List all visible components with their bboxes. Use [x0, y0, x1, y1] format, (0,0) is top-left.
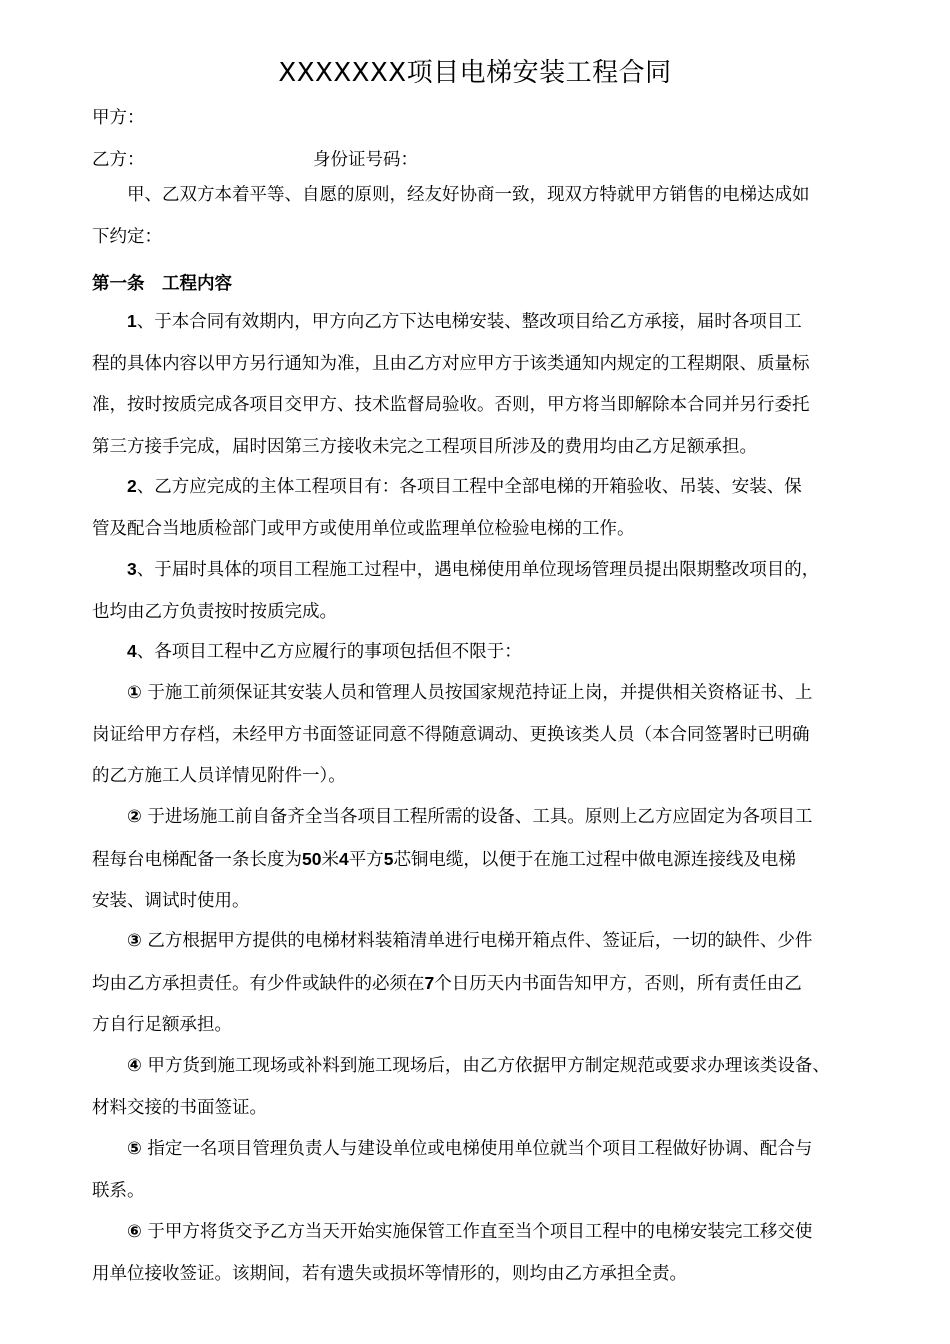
- sub-item-3: ③ 乙方根据甲方提供的电梯材料装箱清单进行电梯开箱点件、签证后，一切的缺件、少件 均由乙方承担责任。有少件或缺件的必须在7个日历天内书面告知甲方，否则，所有责任由乙 方自行足额承担。: [92, 931, 813, 1035]
- clause-4: 4、各项目工程中乙方应履行的事项包括但不限于：: [127, 641, 522, 662]
- sub-item-4: ④ 甲方货到施工现场或补料到施工现场后，由乙方依据甲方制定规范或要求办理该类设备、 材料交接的书面签证。: [92, 1056, 830, 1118]
- document-title: XXXXXXX项目电梯安装工程合同: [278, 58, 672, 88]
- clause-2: 2、乙方应完成的主体工程项目有：各项目工程中全部电梯的开箱验收、吊装、安装、保 管及配合当地质检部门或甲方或使用单位或监理单位检验电梯的工作。: [92, 476, 802, 539]
- clause-3: 3、于届时具体的项目工程施工过程中，遇电梯使用单位现场管理员提出限期整改项目的， 也均由乙方负责按时按质完成。: [92, 559, 820, 622]
- section-1-heading: 第一条 工程内容: [92, 274, 232, 294]
- party-a-label: 甲方：: [92, 108, 145, 128]
- sub-item-2: ② 于进场施工前自备齐全当各项目工程所需的设备、工具。原则上乙方应固定为各项目工 程每台电梯配备一条长度为50米4平方5芯铜电缆，以便于在施工过程中做电源连接线及电梯 安装、调试时使用。: [92, 807, 813, 911]
- sub-item-1: ① 于施工前须保证其安装人员和管理人员按国家规范持证上岗，并提供相关资格证书、上 岗证给甲方存档，未经甲方书面签证同意不得随意调动、更换该类人员（本合同签署时已明确 的乙方施工人员详情见附件一）。: [92, 683, 813, 786]
- intro-paragraph: 甲、乙双方本着平等、自愿的原则，经友好协商一致，现双方特就甲方销售的电梯达成如 下约定：: [92, 185, 810, 247]
- party-b-label: 乙方：: [92, 150, 145, 170]
- id-number-label: 身份证号码：: [313, 150, 418, 170]
- sub-item-5: ⑤ 指定一名项目管理负责人与建设单位或电梯使用单位就当个项目工程做好协调、配合与 联系。: [92, 1139, 813, 1201]
- sub-item-6: ⑥ 于甲方将货交予乙方当天开始实施保管工作直至当个项目工程中的电梯安装完工移交使 用单位接收签证。该期间，若有遗失或损坏等情形的，则均由乙方承担全责。: [92, 1222, 813, 1284]
- clause-1: 1、于本合同有效期内，甲方向乙方下达电梯安装、整改项目给乙方承接，届时各项目工 程的具体内容以甲方另行通知为准，且由乙方对应甲方于该类通知内规定的工程期限、质量标 准，按时按质完成各项目交甲方、技术监督局验收。否则，甲方将当即解除本合同并另行委托 第三方接手完成，届时因第三方接收未完之工程项目所涉及的费用均由乙方足额承担。: [92, 311, 810, 457]
